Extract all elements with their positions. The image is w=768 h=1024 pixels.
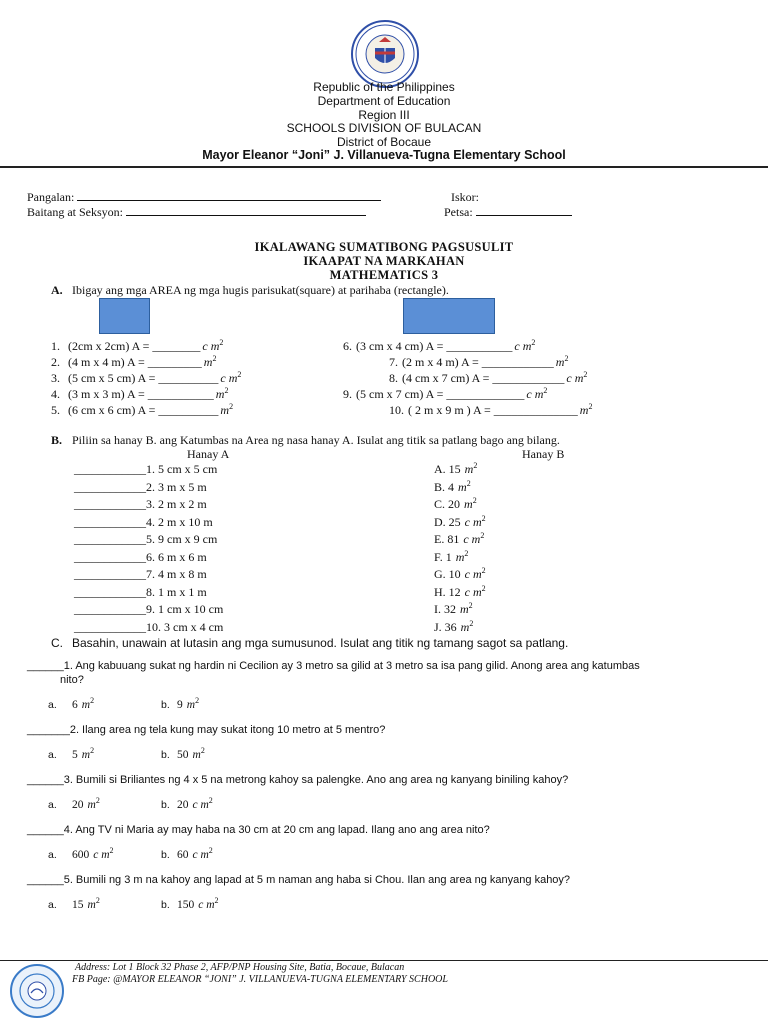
subject-title: MATHEMATICS 3 (329, 268, 439, 282)
area-item[interactable] (51, 387, 228, 402)
unit-label: c m (93, 849, 110, 861)
item-expression: (3 m x 3 m) A = ___________ (68, 387, 214, 401)
choice-b-option[interactable] (177, 796, 213, 811)
name-label: Pangalan: (27, 190, 75, 204)
unit-label: c m (526, 387, 544, 401)
hanay-a-item[interactable]: ____________1. 5 cm x 5 cm (74, 462, 218, 476)
choice-value: 600 (72, 849, 90, 861)
unit-label: m (460, 602, 469, 616)
hanay-b-item (434, 585, 486, 600)
choice-label: H. 12 (434, 584, 461, 599)
rectangle-shape (403, 298, 495, 334)
item-number: 10. (389, 403, 404, 417)
choice-label: D. 25 (434, 514, 461, 529)
hanay-b-item (434, 480, 471, 495)
section-a-letter: A. (51, 283, 63, 297)
hanay-b-item (434, 532, 484, 547)
unit-label: c m (192, 799, 209, 811)
exponent: 2 (468, 601, 473, 610)
choice-b-label: b. (161, 799, 170, 811)
hanay-b-item (434, 462, 477, 477)
choice-label: J. 36 (434, 619, 457, 634)
hanay-a-item[interactable]: ____________4. 2 m x 10 m (74, 514, 213, 529)
score-label: Iskor: (451, 190, 479, 204)
square-shape (99, 298, 150, 334)
header-divider (0, 166, 768, 168)
item-expression: (3 cm x 4 cm) A = ___________ (356, 339, 513, 353)
unit-label: m (464, 497, 473, 511)
unit-label: c m (202, 339, 220, 353)
score-field[interactable] (451, 190, 479, 205)
choice-b-option[interactable] (177, 846, 213, 861)
school-emblem-icon (12, 966, 62, 1016)
exponent: 2 (469, 618, 474, 628)
unit-label: m (81, 749, 91, 761)
section-c-letter: C. (51, 636, 63, 650)
choice-value: 9 (177, 699, 183, 711)
choice-value: 5 (72, 749, 78, 761)
section-b-letter: B. (51, 433, 63, 447)
footer-address: Address: Lot 1 Block 32 Phase 2, AFP/PNP Housing Site, Batia, Bocaue, Bulacan (75, 962, 405, 973)
choice-b-label: b. (161, 899, 170, 911)
unit-label: m (579, 403, 589, 417)
area-item[interactable] (51, 355, 216, 370)
choice-value: 20 (177, 799, 189, 811)
exponent: 2 (95, 796, 100, 806)
exponent: 2 (472, 496, 477, 505)
item-number: 6. (343, 339, 352, 353)
unit-label: c m (464, 584, 482, 599)
unit-label: m (458, 479, 467, 494)
choice-value: 15 (72, 899, 84, 911)
item-number: 5. (51, 403, 60, 417)
choice-label: C. 20 (434, 497, 461, 511)
item-number: 2. (51, 355, 60, 369)
question-text[interactable]: ______3. Bumili si Briliantes ng 4 x 5 na metrong kahoy sa palengke. Ano ang area ng kanyang biniling kahoy? (27, 774, 569, 786)
footer-fb-page[interactable]: FB Page: @MAYOR ELEANOR “JONI” J. VILLANUEVA-TUGNA ELEMENTARY SCHOOL (72, 974, 448, 985)
unit-label: m (460, 619, 470, 634)
exponent: 2 (531, 338, 536, 347)
item-number: 8. (389, 371, 398, 385)
choice-a-option[interactable] (72, 796, 100, 811)
choice-a-option[interactable] (72, 746, 95, 761)
hanay-a-item[interactable]: ____________2. 3 m x 5 m (74, 479, 207, 494)
exponent: 2 (90, 746, 95, 756)
exponent: 2 (224, 386, 229, 395)
area-item[interactable] (343, 339, 535, 354)
choice-b-label: b. (161, 749, 170, 761)
item-expression: (5 cm x 5 cm) A = __________ (68, 371, 219, 385)
section-c-instruction: Basahin, unawain at lutasin ang mga sumusunod. Isulat ang titik ng tamang sagot sa patlang. (72, 636, 569, 650)
choice-a-label: a. (48, 699, 57, 711)
choice-b-label: b. (161, 699, 170, 711)
choice-b-option[interactable] (177, 746, 205, 761)
area-item[interactable] (389, 403, 592, 418)
hanay-b-item (434, 550, 468, 565)
unit-label: m (555, 355, 565, 369)
exponent: 2 (214, 896, 219, 906)
exponent: 2 (481, 583, 486, 593)
name-field[interactable] (27, 190, 381, 205)
choice-value: 20 (72, 799, 84, 811)
exponent: 2 (464, 548, 469, 558)
hanay-a-item[interactable]: ____________6. 6 m x 6 m (74, 549, 207, 564)
unit-label: c m (514, 339, 532, 353)
item-number: 9. (343, 387, 352, 401)
hanay-b-item (434, 567, 486, 582)
exponent: 2 (480, 531, 485, 540)
unit-label: c m (464, 567, 482, 581)
choice-a-label: a. (48, 899, 57, 911)
area-item[interactable] (343, 387, 547, 402)
hanay-a-item[interactable]: ____________3. 2 m x 2 m (74, 497, 207, 511)
question-text-continued: nito? (60, 674, 84, 686)
header-line-republic: Republic of the Philippines (313, 80, 455, 94)
unit-label: c m (192, 849, 209, 861)
unit-label: m (464, 462, 474, 476)
choice-label: I. 32 (434, 602, 456, 616)
header-line-deped: Department of Education (317, 94, 451, 108)
choice-b-option[interactable] (177, 696, 200, 711)
unit-label: c m (463, 532, 481, 546)
question-text[interactable]: _______2. Ilang area ng tela kung may sukat itong 10 metro at 5 mentro? (27, 724, 386, 736)
choice-a-label: a. (48, 849, 57, 861)
exponent: 2 (481, 566, 486, 575)
item-number: 4. (51, 387, 60, 401)
hanay-a-item[interactable]: ____________9. 1 cm x 10 cm (74, 602, 224, 616)
hanay-a-header: Hanay A (187, 447, 230, 461)
hanay-b-item (434, 515, 486, 530)
item-expression: (6 cm x 6 cm) A = __________ (68, 403, 219, 417)
choice-b-label: b. (161, 849, 170, 861)
exponent: 2 (212, 354, 217, 363)
hanay-a-item[interactable]: ____________8. 1 m x 1 m (74, 584, 207, 599)
footer-divider (0, 960, 768, 961)
choice-a-label: a. (48, 799, 57, 811)
unit-label: m (81, 699, 91, 711)
school-name: Mayor Eleanor “Joni” J. Villanueva-Tugna Elementary School (202, 148, 566, 162)
item-expression: (4 cm x 7 cm) A = ____________ (402, 371, 565, 385)
exponent: 2 (466, 478, 471, 488)
area-item[interactable] (51, 339, 223, 354)
date-line[interactable] (476, 205, 572, 216)
date-field[interactable] (444, 205, 572, 220)
exponent: 2 (564, 354, 569, 363)
exponent: 2 (208, 796, 213, 806)
header-line-district: District of Bocaue (336, 135, 432, 149)
exponent: 2 (200, 746, 205, 756)
item-number: 7. (389, 355, 398, 369)
exponent: 2 (473, 461, 478, 470)
item-expression: ( 2 m x 9 m ) A = ______________ (408, 403, 578, 417)
item-number: 1. (51, 339, 60, 353)
exponent: 2 (588, 402, 593, 411)
hanay-a-item[interactable]: ____________7. 4 m x 8 m (74, 567, 207, 581)
choice-a-option[interactable] (72, 846, 114, 861)
choice-label: F. 1 (434, 549, 452, 564)
unit-label: m (87, 899, 96, 911)
section-a-instruction: Ibigay ang mga AREA ng mga hugis parisukat(square) at parihaba (rectangle). (72, 283, 449, 297)
exponent: 2 (229, 402, 234, 411)
exponent: 2 (208, 846, 213, 856)
section-b-instruction: Piliin sa hanay B. ang Katumbas na Area ng nasa hanay A. Isulat ang titik sa patlang bago ang bilang. (72, 433, 560, 447)
exponent: 2 (95, 896, 100, 906)
choice-a-option[interactable] (72, 696, 95, 711)
choice-b-option[interactable] (177, 896, 219, 911)
choice-label: A. 15 (434, 462, 461, 476)
exponent: 2 (195, 696, 200, 706)
unit-label: m (203, 355, 213, 369)
unit-label: c m (198, 899, 215, 911)
unit-label: m (87, 799, 96, 811)
exponent: 2 (583, 370, 588, 379)
choice-value: 6 (72, 699, 78, 711)
choice-value: 150 (177, 899, 195, 911)
item-number: 3. (51, 371, 60, 385)
exam-title: IKALAWANG SUMATIBONG PAGSUSULIT (254, 240, 514, 254)
grade-section-label: Baitang at Seksyon: (27, 205, 123, 219)
exponent: 2 (109, 846, 114, 856)
unit-label: c m (464, 514, 482, 529)
choice-value: 50 (177, 749, 189, 761)
unit-label: m (192, 749, 201, 761)
unit-label: c m (220, 371, 238, 385)
hanay-b-item (434, 620, 473, 635)
date-label: Petsa: (444, 205, 473, 219)
unit-label: m (215, 387, 225, 401)
exponent: 2 (219, 338, 224, 347)
header-line-region: Region III (358, 108, 410, 122)
hanay-b-item (434, 602, 473, 617)
deped-seal-logo (351, 20, 419, 88)
header-line-division: SCHOOLS DIVISION OF BULACAN (286, 121, 482, 135)
item-expression: (2 m x 4 m) A = ____________ (402, 355, 554, 369)
question-text[interactable]: ______1. Ang kabuuang sukat ng hardin ni Cecilion ay 3 metro sa gilid at 3 metro sa isa pang gilid. Anong area ang katumbas (27, 660, 640, 672)
choice-a-label: a. (48, 749, 57, 761)
area-item[interactable] (51, 371, 241, 386)
area-item[interactable] (389, 355, 568, 370)
hanay-a-item[interactable]: ____________10. 3 cm x 4 cm (74, 619, 224, 634)
area-item[interactable] (389, 371, 587, 386)
item-expression: (5 cm x 7 cm) A = _____________ (356, 387, 525, 401)
choice-value: 60 (177, 849, 189, 861)
unit-label: m (455, 549, 465, 564)
quarter-title: IKAAPAT NA MARKAHAN (303, 254, 465, 268)
area-item[interactable] (51, 403, 233, 418)
exponent: 2 (90, 696, 95, 706)
unit-label: c m (566, 371, 584, 385)
choice-label: E. 81 (434, 532, 460, 546)
question-text[interactable]: ______5. Bumili ng 3 m na kahoy ang lapad at 5 m naman ang haba si Chou. Ilan ang area ng kanyang kahoy? (27, 874, 571, 886)
name-line[interactable] (77, 190, 381, 201)
item-expression: (4 m x 4 m) A = _________ (68, 355, 202, 369)
grade-section-field[interactable] (27, 205, 366, 220)
seal-emblem-icon (353, 22, 417, 86)
exponent: 2 (237, 370, 242, 379)
hanay-a-item[interactable]: ____________5. 9 cm x 9 cm (74, 532, 218, 546)
choice-label: B. 4 (434, 479, 455, 494)
choice-label: G. 10 (434, 567, 461, 581)
question-text[interactable]: ______4. Ang TV ni Maria ay may haba na 30 cm at 20 cm ang lapad. Ilang ano ang area nito? (27, 824, 490, 836)
hanay-b-header: Hanay B (522, 447, 565, 461)
unit-label: m (186, 699, 196, 711)
exponent: 2 (481, 513, 486, 523)
unit-label: m (220, 403, 230, 417)
hanay-b-item (434, 497, 477, 512)
item-expression: (2cm x 2cm) A = ________ (68, 339, 201, 353)
choice-a-option[interactable] (72, 896, 100, 911)
school-footer-logo (10, 964, 64, 1018)
exponent: 2 (543, 386, 548, 395)
grade-section-line[interactable] (126, 205, 366, 216)
